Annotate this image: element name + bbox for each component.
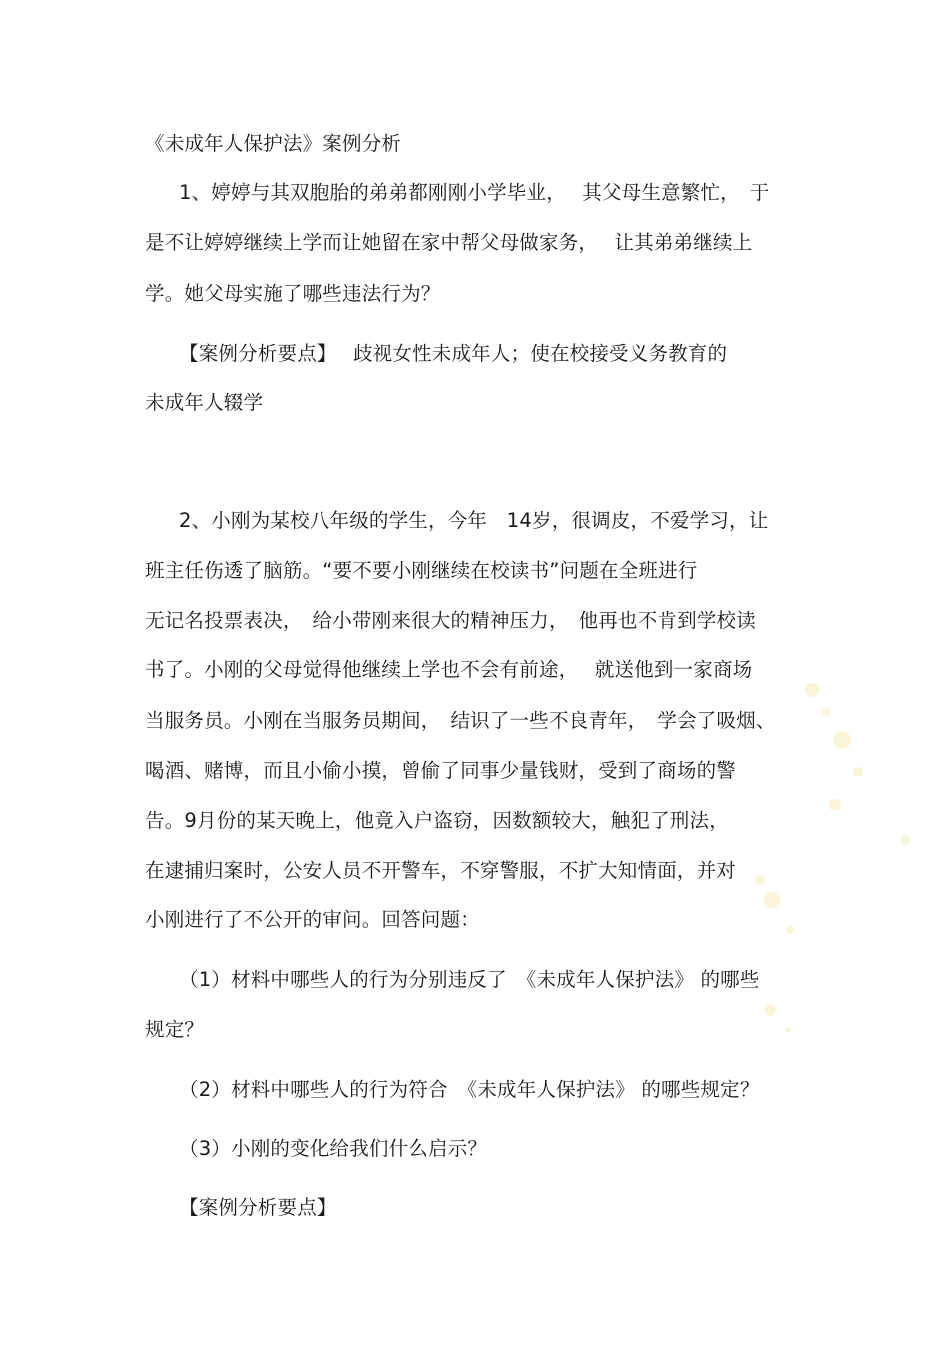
case2-paragraph-line: 喝酒、赌博，而且小偷小摸，曾偷了同事少量钱财，受到了商场的警 [145,759,737,782]
case2-paragraph-line: 小刚进行了不公开的审问。回答问题： [145,908,480,931]
case2-paragraph-line: 在逮捕归案时，公安人员不开警车，不穿警服，不扩大知情面，并对 [145,859,737,882]
question-1: （1）材料中哪些人的行为分别违反了 《未成年人保护法》 的哪些 [179,968,760,991]
case1-paragraph-line: 1、婷婷与其双胞胎的弟弟都刚刚小学毕业， 其父母生意繁忙， 于 [179,181,770,204]
case1-paragraph-line: 是不让婷婷继续上学而让她留在家中帮父母做家务， 让其弟弟继续上 [145,231,753,254]
case2-key-points-heading: 【案例分析要点】 [179,1196,337,1219]
question-3: （3）小刚的变化给我们什么启示？ [179,1137,488,1160]
case1-key-points-line: 未成年人辍学 [145,391,264,414]
case1-key-points: 【案例分析要点】 歧视女性未成年人；使在校接受义务教育的 [179,342,728,365]
case2-paragraph-line: 2、小刚为某校八年级的学生，今年 14岁，很调皮，不爱学习，让 [179,509,769,532]
document-title: 《未成年人保护法》案例分析 [145,132,402,155]
case2-paragraph-line: 告。9月份的某天晚上，他竟入户盗窃，因数额较大，触犯了刑法， [145,809,729,832]
case2-paragraph-line: 无记名投票表决， 给小带刚来很大的精神压力， 他再也不肯到学校读 [145,609,756,632]
question-1-continuation: 规定？ [145,1018,205,1041]
case2-paragraph-line: 书了。小刚的父母觉得他继续上学也不会有前途， 就送他到一家商场 [145,658,753,681]
case1-paragraph-line: 学。她父母实施了哪些违法行为？ [145,282,441,305]
case2-paragraph-line: 当服务员。小刚在当服务员期间， 结识了一些不良青年， 学会了吸烟、 [145,709,776,732]
question-2: （2）材料中哪些人的行为符合 《未成年人保护法》 的哪些规定？ [179,1078,760,1101]
case2-paragraph-line: 班主任伤透了脑筋。“要不要小刚继续在校读书”问题在全班进行 [145,559,698,582]
